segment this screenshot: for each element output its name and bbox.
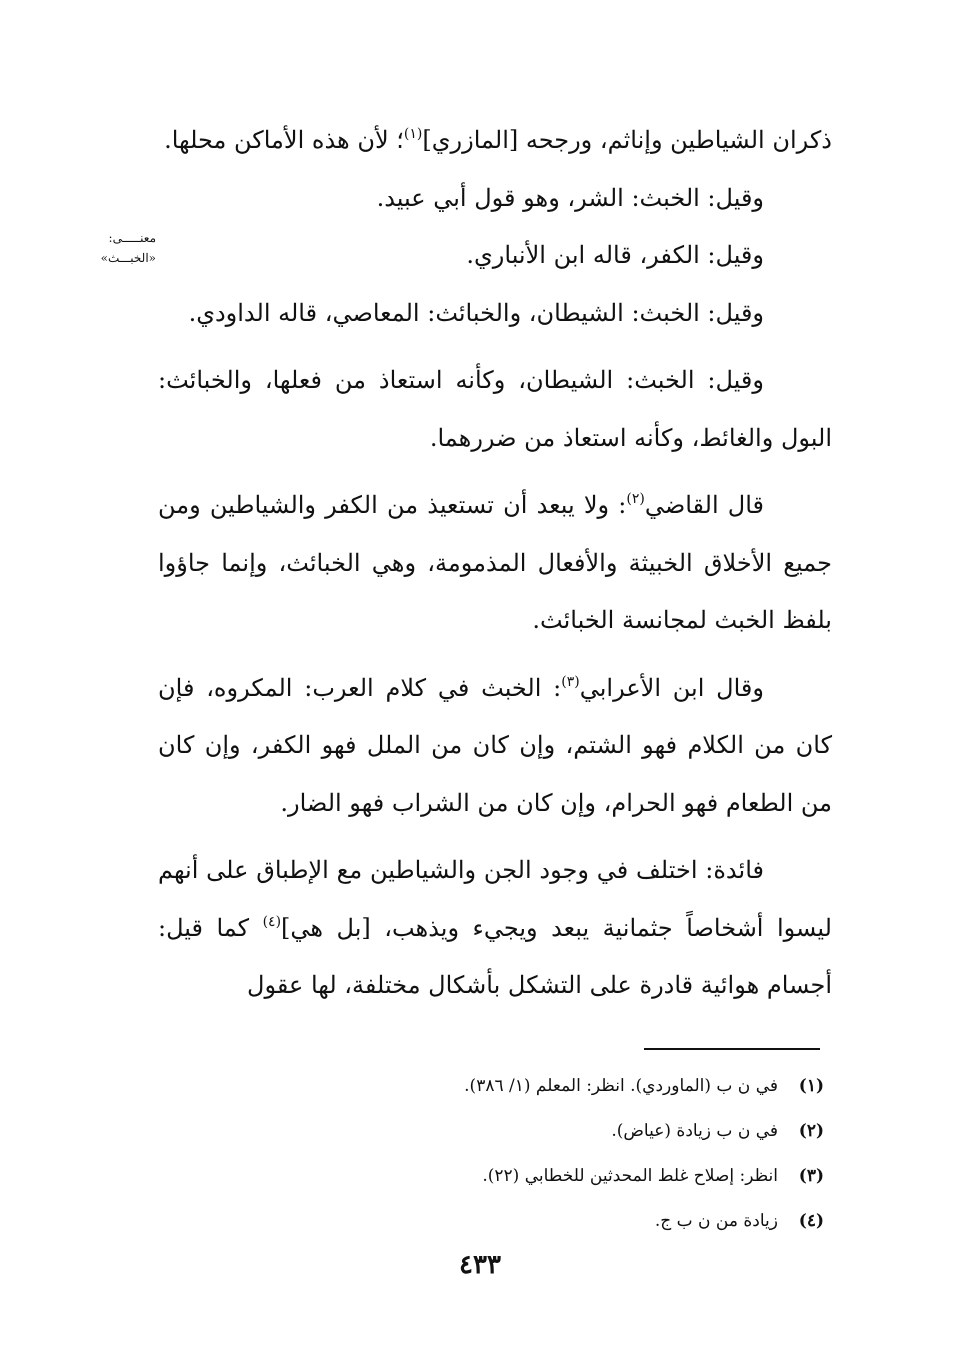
paragraph-5: وقيل: الخبث: الشيطان، وكأنه استعاذ من فعلها، والخبائث: البول والغائط، وكأنه استعاذ من ضررهما. xyxy=(158,366,832,452)
footnote-4 xyxy=(300,1199,824,1244)
margin-note-line-1: معنـــــى: xyxy=(108,231,156,245)
footnote-text: في ن ب زيادة (عياض). xyxy=(611,1121,778,1141)
paragraph-7-start: وقال ابن الأعرابي xyxy=(579,673,764,702)
footnote-number: (١) xyxy=(798,1076,824,1096)
paragraph-6-end: : ولا يبعد أن تستعيذ من الكفر والشياطين ومن جميع الأخلاق الخبيثة والأفعال المذمومة، وهي الخبائث، وإنما جاؤوا بلفظ الخبث لمجانسة الخبائث. xyxy=(158,491,832,634)
paragraph-1 xyxy=(158,112,832,170)
paragraph-2: وقيل: الخبث: الشر، وهو قول أبي عبيد. xyxy=(376,183,764,212)
footnote-1 xyxy=(300,1064,824,1109)
footnote-text: زيادة من ن ب ج. xyxy=(654,1211,778,1231)
paragraph-8 xyxy=(158,842,832,1015)
footnote-number: (٤) xyxy=(798,1211,824,1231)
margin-note xyxy=(36,228,156,268)
paragraph-3: وقيل: الكفر، قاله ابن الأنباري. xyxy=(466,241,764,269)
paragraph-1-start: ذكران الشياطين وإناثم، ورجحه [المازري] xyxy=(422,126,832,154)
paragraph-8-end: كما قيل: أجسام هوائية قادرة على التشكل بأشكال مختلفة، لها عقول xyxy=(158,913,832,999)
footnote-ref-1: (١) xyxy=(403,126,423,142)
paragraph-7 xyxy=(158,660,832,833)
footnote-text: في ن ب (الماوردي). انظر: المعلم (١/ ٣٨٦). xyxy=(464,1076,778,1096)
main-text-block xyxy=(158,112,832,1015)
footnote-text: انظر: إصلاح غلط المحدثين للخطابي (٢٢). xyxy=(482,1166,778,1186)
footnote-2 xyxy=(300,1109,824,1154)
footnote-number: (٣) xyxy=(798,1166,824,1186)
footnote-ref-2: (٢) xyxy=(626,491,645,507)
paragraph-4: وقيل: الخبث: الشيطان، والخبائث: المعاصي، قاله الداودي. xyxy=(188,298,764,327)
footnotes-section xyxy=(300,1064,824,1244)
footnote-number: (٢) xyxy=(798,1121,824,1141)
paragraph-7-end: : الخبث في كلام العرب: المكروه، فإن كان من الكلام فهو الشتم، وإن كان من الملل فهو الكفر، وإن كان من الطعام فهو الحرام، وإن كان من الشراب فهو الضار. xyxy=(158,673,832,817)
paragraph-8-start: فائدة: اختلف في وجود الجن والشياطين مع الإطباق على أنهم ليسوا أشخاصاً جثمانية يبعد ويجيء ويذهب، [بل هي] xyxy=(158,856,832,942)
page-number: ٤٣٣ xyxy=(459,1250,501,1280)
footnote-ref-3: (٣) xyxy=(561,673,580,690)
footnote-3 xyxy=(300,1154,824,1199)
margin-note-line-2: «الخبـــث» xyxy=(100,251,156,265)
paragraph-1-end: ؛ لأن هذه الأماكن محلها. xyxy=(164,126,404,154)
footnote-divider xyxy=(644,1048,820,1050)
paragraph-6-start: قال القاضي xyxy=(644,491,765,519)
footnote-ref-4: (٤) xyxy=(262,913,282,930)
paragraph-6 xyxy=(158,477,832,650)
